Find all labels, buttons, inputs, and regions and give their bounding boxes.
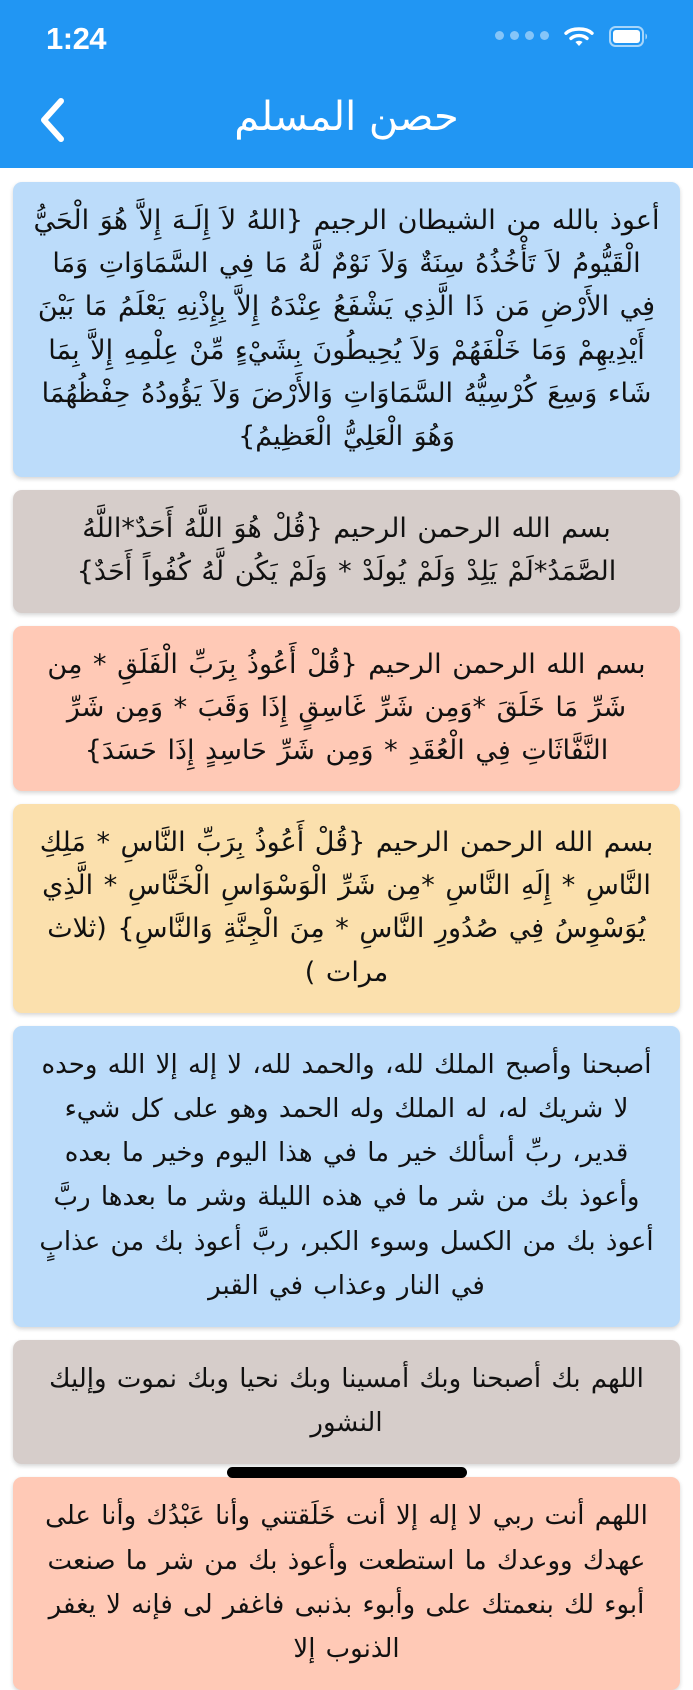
dua-card-surah-al-ikhlas[interactable] [13, 490, 680, 612]
dua-text: بسم الله الرحمن الرحيم {قُلْ أَعُوذُ بِرَبِّ النَّاسِ * مَلِكِ النَّاسِ * إِلَهِ النَّاسِ *مِن شَرِّ الْوَسْوَاسِ الْخَنَّاسِ * الَّذِي يُوَسْوِسُ فِي صُدُورِ النَّاسِ * مِنَ الْجِنَّةِ وَالنَّاسِ} (ثلاث مرات ) [29, 827, 654, 988]
dua-card-dhikr-allahumma-bika[interactable] [13, 1340, 680, 1464]
dua-card-surah-an-nas[interactable] [13, 804, 680, 1013]
status-bar-time: 1:24 [46, 20, 107, 56]
status-bar [0, 0, 693, 72]
wifi-icon [564, 25, 594, 48]
dua-text: اللهم بك أصبحنا وبك أمسينا وبك نحيا وبك نموت وإليك النشور [38, 1363, 644, 1439]
dua-text: بسم الله الرحمن الرحيم {قُلْ أَعُوذُ بِرَبِّ الْفَلَقِ * مِن شَرِّ مَا خَلَقَ *وَمِن شَرِّ غَاسِقٍ إِذَا وَقَبَ * وَمِن شَرِّ النَّفَّاثَاتِ فِي الْعُقَدِ * وَمِن شَرِّ حَاسِدٍ إِذَا حَسَدَ} [36, 648, 646, 766]
status-bar-indicators [495, 25, 649, 48]
page-title: حصن المسلم [234, 94, 459, 140]
dua-card-surah-al-falaq[interactable] [13, 626, 680, 792]
signal-dots-icon [495, 31, 549, 42]
home-indicator [227, 1467, 467, 1478]
dua-text: أعوذ بالله من الشيطان الرجيم {اللهُ لاَ إِلَـهَ إِلاَّ هُوَ الْحَيُّ الْقَيُّومُ لاَ تَأْخُذُهُ سِنَةٌ وَلاَ نَوْمٌ لَّهُ مَا فِي السَّمَاوَاتِ وَمَا فِي الأَرْضِ مَن ذَا الَّذِي يَشْفَعُ عِنْدَهُ إِلاَّ بِإِذْنِهِ يَعْلَمُ مَا بَيْنَ أَيْدِيهِمْ وَمَا خَلْفَهُمْ وَلاَ يُحِيطُونَ بِشَيْءٍ مِّنْ عِلْمِهِ إِلاَّ بِمَا شَاء وَسِعَ كُرْسِيُّهُ السَّمَاوَاتِ وَالأَرْضَ وَلاَ يَؤُودُهُ حِفْظُهُمَا وَهُوَ الْعَلِيُّ الْعَظِيمُ} [22, 205, 660, 452]
dua-card-ayat-al-kursi[interactable] [13, 182, 680, 477]
dua-card-dhikr-asbahna[interactable] [13, 1026, 680, 1327]
dua-text: اللهم أنت ربي لا إله إلا أنت خَلَقتني وأنا عَبْدُك وأنا على عهدك ووعدك ما استطعت وأعوذ بك من شر ما صنعت أبوء لك بنعمتك على وأبوء بذنبى فاغفر لى فإنه لا يغفر الذنوب إلا [34, 1501, 648, 1664]
battery-full-icon [609, 26, 649, 47]
dua-text: أصبحنا وأصبح الملك لله، والحمد لله، لا إله إلا الله وحده لا شريك له، له الملك وله الحمد وهو على كل شيء قدير، ربِّ أسألك خير ما في هذا اليوم وخير ما بعده وأعوذ بك من شر ما في هذه الليلة وشر ما بعدها ربَّ أعوذ بك من الكسل وسوء الكبر، ربَّ أعوذ بك من عذابٍ في النار وعذاب في القبر [29, 1049, 654, 1301]
app-bar [0, 0, 693, 168]
dua-text: بسم الله الرحمن الرحيم {قُلْ هُوَ اللَّهُ أَحَدٌ*اللَّهُ الصَّمَدُ*لَمْ يَلِدْ وَلَمْ يُولَدْ * وَلَمْ يَكُن لَّهُ كُفُواً أَحَدٌ} [71, 513, 617, 588]
dua-card-sayyid-al-istighfar[interactable] [13, 1477, 680, 1690]
dua-list[interactable] [0, 168, 693, 1664]
navigation-bar [0, 72, 693, 168]
